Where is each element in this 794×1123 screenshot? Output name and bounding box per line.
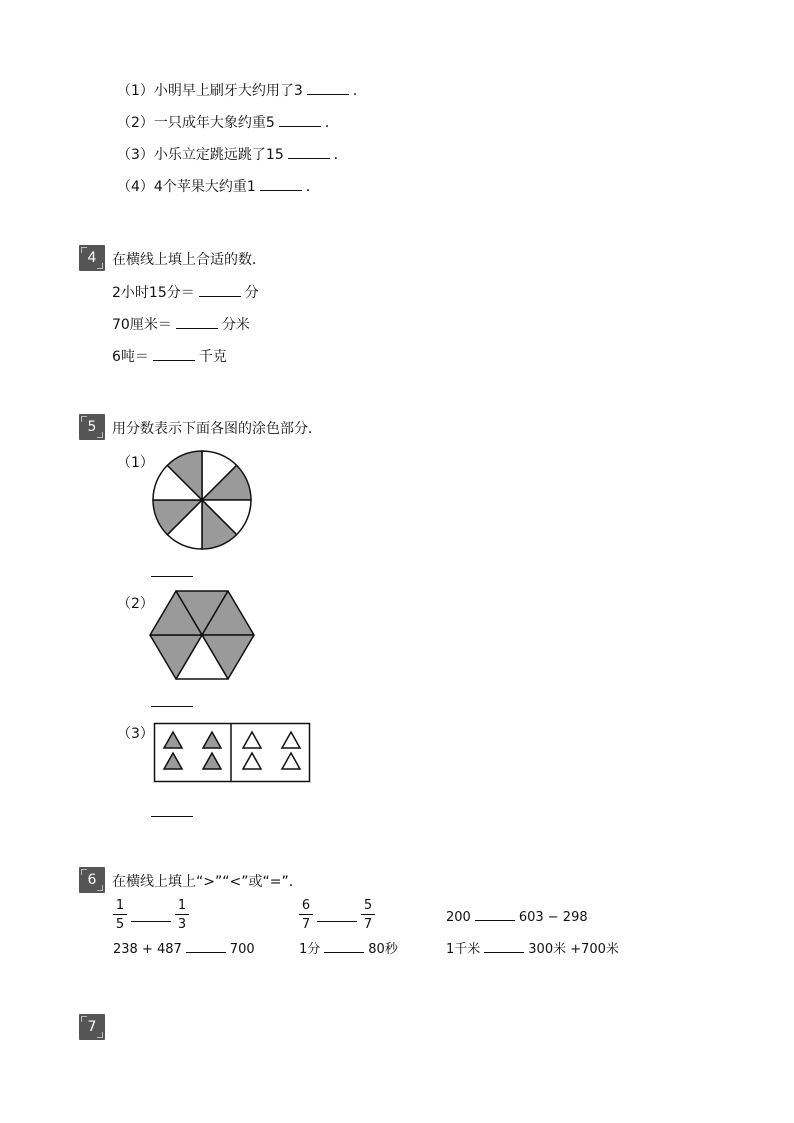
circle-fraction-figure [150,448,254,552]
expression-left: 1千米 [446,942,481,957]
expression-left: 1分 [299,942,321,957]
answer-blank[interactable] [151,576,193,577]
item-label: （2） [117,115,154,131]
item-text: 2小时15分＝ [112,285,195,301]
item-text: 小明早上刷牙大约用了3 [153,83,303,99]
compare-expression [113,940,255,959]
item-end: ． [352,83,367,99]
denominator: 7 [363,917,373,932]
item-text: 4个苹果大约重1 [153,179,256,195]
answer-blank[interactable] [307,82,349,95]
answer-blank[interactable] [151,706,193,707]
question-title: 在横线上填上“>”“<”或“=”． [112,874,303,890]
answer-blank[interactable] [279,114,321,127]
answer-blank[interactable] [260,178,302,191]
answer-blank[interactable] [176,316,218,329]
figure-label: （3） [117,726,154,742]
expression-right: 80秒 [368,942,398,957]
expression-right: 300米 +700米 [528,942,619,957]
answer-blank[interactable] [153,348,195,361]
item-text: 一只成年大象约重5 [153,115,275,131]
compare-expression [446,940,619,959]
item-end: ． [324,115,339,131]
compare-expression [299,940,398,959]
expression-left: 200 [446,910,471,925]
item-label: （3） [117,147,154,163]
denominator: 7 [301,917,311,932]
fraction-left [299,898,313,932]
triangles-fraction-figure [153,722,313,784]
numerator: 5 [363,898,373,913]
question-number-badge: 4 [79,245,105,271]
answer-blank[interactable] [484,940,524,953]
answer-blank[interactable] [151,816,193,817]
fraction-right [175,898,189,932]
answer-blank[interactable] [186,940,226,953]
item-text: 70厘米＝ [112,317,172,333]
figure-label: （1） [117,455,154,471]
q3-item-3 [117,146,348,164]
item-label: （1） [117,83,154,99]
expression-right: 700 [229,942,255,957]
question-number-badge: 7 [79,1014,105,1040]
answer-blank[interactable] [288,146,330,159]
numerator: 6 [301,898,311,913]
q4-item-2 [112,316,250,334]
denominator: 5 [115,917,125,932]
item-text: 小乐立定跳远跳了15 [153,147,284,163]
answer-blank[interactable] [131,921,171,922]
item-unit: 千克 [198,349,227,365]
question-title: 用分数表示下面各图的涂色部分． [112,421,322,437]
question-number-badge: 5 [79,414,105,440]
q3-item-4 [117,178,320,196]
numerator: 1 [115,898,125,913]
item-text: 6吨＝ [112,349,149,365]
answer-blank[interactable] [324,940,364,953]
answer-blank[interactable] [199,284,241,297]
item-end: ． [333,147,348,163]
question-title: 在横线上填上合适的数． [112,252,266,268]
fraction-right [361,898,375,932]
question-number-badge: 6 [79,867,105,893]
answer-blank[interactable] [475,908,515,921]
expression-left: 238 + 487 [113,942,182,957]
q4-item-1 [112,284,259,302]
denominator: 3 [177,917,187,932]
item-end: ． [305,179,320,195]
compare-expression [446,908,588,927]
answer-blank[interactable] [317,921,357,922]
q3-item-1 [117,82,367,100]
item-unit: 分米 [221,317,250,333]
q4-item-3 [112,348,227,366]
q3-item-2 [117,114,339,132]
numerator: 1 [177,898,187,913]
expression-right: 603 − 298 [518,910,588,925]
item-unit: 分 [244,285,259,301]
hexagon-fraction-figure [148,588,256,682]
item-label: （4） [117,179,154,195]
figure-label: （2） [117,596,154,612]
fraction-left [113,898,127,932]
